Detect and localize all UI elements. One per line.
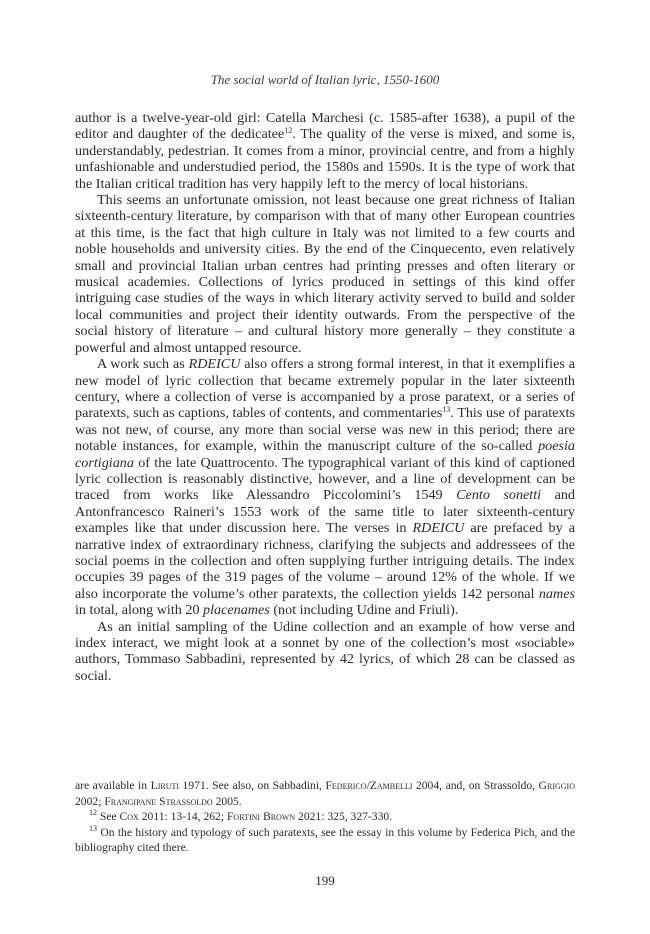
text-run: 1971. See also, on Sabbadini, xyxy=(179,779,326,792)
footnote-ref-13: 13 xyxy=(442,405,451,415)
body-text xyxy=(75,110,575,684)
author-name: Federico/Zambelli xyxy=(325,779,413,792)
text-run: 2021: 325, 327-330. xyxy=(295,810,393,823)
text-run: On the history and typology of such paratexts, see the essay in this volume by Federica Pich, and the bibliography cited there. xyxy=(75,825,575,854)
text-run: 2002; xyxy=(75,794,105,808)
footnote-number: 12 xyxy=(89,808,97,817)
text-run: A work such as xyxy=(97,356,189,373)
italic-title: RDEICU xyxy=(412,520,465,537)
italic-term: names xyxy=(538,585,575,602)
paragraph-1 xyxy=(75,110,575,192)
footnote-ref-12: 12 xyxy=(284,126,293,136)
paragraph-3 xyxy=(75,356,575,619)
text-run: also offers a strong formal interest, in that it exemplifies a new model of lyric collection that became extremely popular in the later sixteenth century, where a collection of verse is accompanied by a prose paratext, or a series of paratexts, such as captions, tables of contents, and commentaries xyxy=(75,356,575,422)
author-name: Fortini Brown xyxy=(226,810,296,823)
page-number: 199 xyxy=(315,873,335,888)
author-name: Cox xyxy=(119,810,139,823)
italic-term: placenames xyxy=(203,602,270,619)
text-run: of the late Quattrocento. The typographical variant of this kind of captioned lyric collection is reasonably distinctive, however, and a line of development can be traced from works like Alessandro Piccolomini’s 1549 xyxy=(75,454,575,504)
text-run: author is a twelve-year-old girl: Catella Marchesi (c. 1585-after 1638), a pupil of the editor and daughter of the dedicatee xyxy=(75,110,575,143)
text-run: . This use of paratexts was not new, of course, any more than social verse was new in this period; there are notable instances, for example, within the manuscript culture of the so-called xyxy=(75,405,575,455)
text-run: 2005. xyxy=(212,794,242,808)
italic-title: Cento sonetti xyxy=(456,487,542,504)
text-run: are prefaced by a narrative index of extraordinary richness, clarifying the subjects and addressees of the social poems in the collection and often supplying further intriguing details. The index occupies 39 pages of the 319 pages of the volume – around 12% of the whole. If we also incorporate the volume’s other paratexts, the collection yields 142 personal xyxy=(75,520,575,602)
author-name: Griggio xyxy=(538,779,575,792)
paragraph-4: As an initial sampling of the Udine collection and an example of how verse and index interact, we might look at a sonnet by one of the collection’s most «sociable» authors, Tommaso Sabbadini, represented by 42 lyrics, of which 28 can be classed as social. xyxy=(75,618,575,684)
text-run: 2004, and, on Strassoldo, xyxy=(412,779,539,792)
text-run: . The quality of the verse is mixed, and some is, understandably, pedestrian. It comes from a minor, provincial centre, and from a highly unfashionable and understudied period, the 1580s and 1590s. It is the type of work that the Italian critical tradition has very happily left to the mercy of local historians. xyxy=(75,126,575,192)
author-name: Frangipane Strassoldo xyxy=(104,794,213,808)
paragraph-2: This seems an unfortunate omission, not least because one great richness of Italian sixteenth-century literature, by comparison with that of many other European countries at this time, is the fact that high culture in Italy was not limited to a few courts and noble households and university cities. By the end of the Cinquecento, even relatively small and provincial Italian urban centres had printing presses and often literary or musical academies. Collections of lyrics produced in settings of this kind offer intriguing case studies of the ways in which literary activity served to build and solder local communities and project their identity outwards. From the perspective of the social history of literature – and cultural history more generally – they constitute a powerful and almost untapped resource. xyxy=(75,192,575,356)
text-run: and Antonfrancesco Raineri’s 1553 work of the same title to later sixteenth-century examples like that under discussion here. The verses in xyxy=(75,487,575,537)
text-run: in total, along with 20 xyxy=(75,602,204,619)
author-name: Liruti xyxy=(150,779,180,792)
text-run: See xyxy=(97,810,120,823)
footnote-12 xyxy=(75,809,575,825)
footnotes xyxy=(75,778,575,856)
text-run: (not including Udine and Friuli). xyxy=(269,602,459,619)
footnote-13 xyxy=(75,825,575,856)
running-head: The social world of Italian lyric, 1550-1600 xyxy=(210,72,440,87)
italic-title: RDEICU xyxy=(188,356,241,373)
footnote-continuation xyxy=(75,778,575,809)
italic-term: poesia cortigiana xyxy=(75,438,575,471)
text-run: are available in xyxy=(75,779,151,792)
text-run: 2011: 13-14, 262; xyxy=(138,810,227,823)
footnote-number: 13 xyxy=(89,823,97,833)
